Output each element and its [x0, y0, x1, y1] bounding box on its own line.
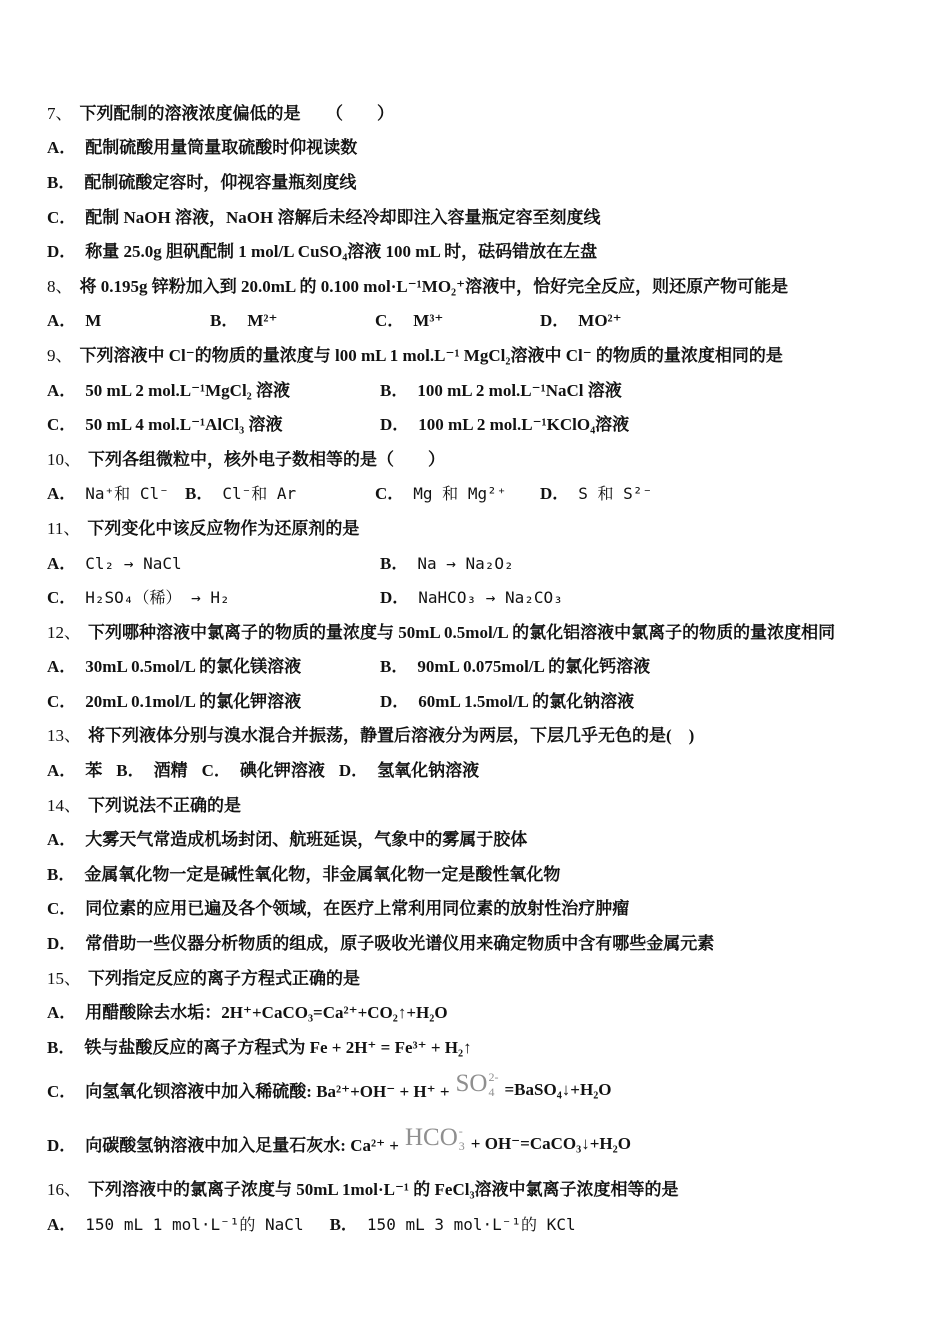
q7-option-b [47, 163, 920, 198]
q15-option-b-text: 铁与盐酸反应的离子方程式为 Fe + 2H⁺ = Fe³⁺ + H₂↑ [84, 1037, 472, 1057]
q13-number: 13、 [47, 726, 81, 746]
q9-option-d-text: 100 mL 2 mol.L⁻¹KClO₄溶液 [418, 415, 630, 435]
q11-options-row-1 [47, 544, 920, 579]
q9-option-c-text: 50 mL 4 mol.L⁻¹AlCl₃ 溶液 [85, 415, 283, 435]
q11-options-row-2 [47, 578, 920, 613]
q8-option-d-label: D． [540, 311, 570, 331]
q7-option-d [47, 232, 920, 267]
q16-option-b-label: B． [329, 1215, 358, 1235]
q11-option-a-label: A． [47, 553, 77, 573]
q10-option-c [375, 479, 540, 504]
q10-option-c-text: Mg 和 Mg²⁺ [413, 484, 507, 504]
q11-option-b [380, 549, 920, 574]
q15-option-d-label: D． [47, 1136, 77, 1156]
q8-option-c [375, 306, 540, 331]
q10-option-d-text: S 和 S²⁻ [578, 484, 653, 504]
q9-option-b-text: 100 mL 2 mol.L⁻¹NaCl 溶液 [417, 380, 622, 400]
q15-option-a-label: A． [47, 1003, 77, 1023]
q12-option-b [380, 652, 920, 677]
q11-option-d [380, 583, 920, 608]
q7-option-b-label: B． [47, 172, 76, 192]
q15-option-b [47, 1028, 920, 1063]
q10-option-b-label: B． [185, 484, 214, 504]
q10-option-d-label: D． [540, 484, 570, 504]
q9-stem-line [47, 336, 920, 371]
q13-option-d [339, 756, 479, 781]
q10-option-d [540, 479, 920, 504]
q11-option-c-label: C． [47, 588, 77, 608]
sulfate-base: SO [455, 1070, 488, 1098]
q10-option-a [47, 479, 185, 504]
q10-number: 10、 [47, 449, 81, 469]
q7-option-a-text: 配制硫酸用量筒量取硫酸时仰视读数 [85, 138, 358, 158]
q16-option-a-label: A． [47, 1215, 77, 1235]
q15-option-b-label: B． [47, 1037, 76, 1057]
q11-number: 11、 [47, 518, 81, 538]
q8-options-row [47, 302, 920, 337]
q14-option-b-label: B． [47, 864, 76, 884]
q11-option-d-text: NaHCO₃ → Na₂CO₃ [418, 588, 563, 608]
q12-option-b-label: B． [380, 657, 409, 677]
q7-option-c-text: 配制 NaOH 溶液，NaOH 溶解后未经冷却即注入容量瓶定容至刻度线 [85, 207, 601, 227]
bicarbonate-base: HCO [404, 1124, 458, 1152]
q12-option-c-text: 20mL 0.1mol/L 的氯化钾溶液 [85, 691, 302, 711]
q15-option-c [47, 1063, 920, 1117]
q15-stem-line [47, 959, 920, 994]
q9-option-c [47, 410, 380, 435]
q14-option-b-text: 金属氧化物一定是碱性氧化物，非金属氧化物一定是酸性氧化物 [84, 864, 561, 884]
q7-option-b-text: 配制硫酸定容时，仰视容量瓶刻度线 [84, 172, 357, 192]
q12-option-b-text: 90mL 0.075mol/L 的氯化钙溶液 [417, 657, 651, 677]
q14-option-c-label: C． [47, 899, 77, 919]
q11-option-a [47, 549, 380, 574]
q8-number: 8、 [47, 276, 73, 296]
q14-option-a [47, 820, 920, 855]
q11-option-c [47, 583, 380, 608]
q11-option-b-label: B． [380, 553, 409, 573]
q10-stem-line [47, 440, 920, 475]
q13-option-a-text: 苯 [85, 761, 103, 781]
q10-option-c-label: C． [375, 484, 405, 504]
q7-option-a [47, 129, 920, 164]
q15-option-d-pre: 向碳酸氢钠溶液中加入足量石灰水: Ca²⁺ + [85, 1136, 399, 1156]
q8-option-a-text: M [85, 311, 102, 331]
q8-option-d [540, 306, 920, 331]
q9-stem: 下列溶液中 Cl⁻的物质的量浓度与 l00 mL 1 mol.L⁻¹ MgCl₂溶液中 Cl⁻ 的物质的量浓度相同的是 [79, 345, 783, 365]
q16-stem: 下列溶液中的氯离子浓度与 50mL 1mol·L⁻¹ 的 FeCl₃溶液中氯离子浓度相等的是 [88, 1180, 679, 1200]
q11-stem: 下列变化中该反应物作为还原剂的是 [87, 518, 360, 538]
bicarbonate-charge: - [458, 1124, 463, 1139]
q8-option-a [47, 306, 210, 331]
q12-number: 12、 [47, 622, 81, 642]
q15-option-d-post: + OH⁻=CaCO₃↓+H₂O [470, 1133, 631, 1153]
q15-option-c-post: =BaSO₄↓+H₂O [504, 1079, 612, 1099]
q12-stem: 下列哪种溶液中氯离子的物质的量浓度与 50mL 0.5mol/L 的氯化铝溶液中氯离子的物质的量浓度相同 [88, 622, 836, 642]
q13-option-c-text: 碘化钾溶液 [239, 761, 325, 781]
q13-option-c-label: C． [201, 761, 231, 781]
q9-options-row-2 [47, 405, 920, 440]
q7-stem: 下列配制的溶液浓度偏低的是 （ ） [79, 103, 394, 123]
q15-stem: 下列指定反应的离子方程式正确的是 [88, 968, 360, 988]
q14-option-d-text: 常借助一些仪器分析物质的组成，原子吸收光谱仪用来确定物质中含有哪些金属元素 [85, 934, 715, 954]
q13-option-d-label: D． [338, 761, 369, 781]
q13-option-d-text: 氢氧化钠溶液 [377, 761, 480, 781]
q12-option-d-label: D． [380, 691, 410, 711]
q8-option-b [210, 306, 375, 331]
q10-option-a-text: Na⁺和 Cl⁻ [85, 484, 169, 504]
q11-option-b-text: Na → Na₂O₂ [417, 553, 514, 573]
q15-option-d [47, 1117, 920, 1171]
q12-option-d [380, 687, 920, 712]
q12-option-a-text: 30mL 0.5mol/L 的氯化镁溶液 [85, 657, 302, 677]
q13-stem-line [47, 717, 920, 752]
q7-number: 7、 [47, 103, 73, 123]
q8-option-c-text: M³⁺ [413, 311, 444, 331]
q11-option-d-label: D． [380, 588, 410, 608]
q16-option-a [47, 1210, 304, 1235]
q10-options-row [47, 475, 920, 510]
q8-option-a-label: A． [47, 311, 77, 331]
q10-option-b-text: Cl⁻和 Ar [222, 484, 297, 504]
q15-option-a-text: 用醋酸除去水垢：2H⁺+CaCO₃=Ca²⁺+CO₂↑+H₂O [85, 1003, 448, 1023]
q7-option-d-label: D． [47, 242, 77, 262]
q8-option-c-label: C． [375, 311, 405, 331]
q12-option-a [47, 652, 380, 677]
q14-stem: 下列说法不正确的是 [88, 795, 241, 815]
q7-option-a-label: A． [47, 138, 77, 158]
q12-option-a-label: A． [47, 657, 77, 677]
q15-option-a [47, 993, 920, 1028]
q16-options-row [47, 1205, 920, 1240]
q14-option-b [47, 855, 920, 890]
q13-options-row [47, 751, 920, 786]
q9-option-a-label: A． [47, 380, 77, 400]
q12-options-row-1 [47, 648, 920, 683]
sulfate-charge: 2- [488, 1070, 499, 1085]
bicarbonate-ion-formula [405, 1125, 465, 1152]
q7-option-c-label: C． [47, 207, 77, 227]
sulfate-ion-formula [456, 1071, 499, 1098]
q13-option-b-label: B． [116, 761, 145, 781]
q16-option-b [330, 1210, 576, 1235]
q13-option-c [202, 756, 325, 781]
q8-stem: 将 0.195g 锌粉加入到 20.0mL 的 0.100 mol·L⁻¹MO₂⁺溶液中，恰好完全反应，则还原产物可能是 [79, 276, 789, 296]
q13-stem: 将下列液体分别与溴水混合并振荡，静置后溶液分为两层，下层几乎无色的是( ) [88, 726, 695, 746]
q14-option-c-text: 同位素的应用已遍及各个领域，在医疗上常利用同位素的放射性治疗肿瘤 [85, 899, 630, 919]
q16-stem-line [47, 1171, 920, 1206]
q14-number: 14、 [47, 795, 81, 815]
q9-options-row-1 [47, 371, 920, 406]
q16-option-b-text: 150 mL 3 mol·L⁻¹的 KCl [366, 1215, 576, 1235]
q15-option-c-label: C． [47, 1082, 77, 1102]
q9-option-c-label: C． [47, 415, 77, 435]
q13-option-a [47, 756, 102, 781]
q9-option-b [380, 376, 920, 401]
q15-number: 15、 [47, 968, 81, 988]
q7-option-d-text: 称量 25.0g 胆矾配制 1 mol/L CuSO₄溶液 100 mL 时，砝码错放在左盘 [85, 242, 598, 262]
q14-stem-line [47, 786, 920, 821]
q9-option-d-label: D． [380, 415, 410, 435]
q11-option-c-text: H₂SO₄（稀） → H₂ [85, 588, 230, 608]
q12-option-d-text: 60mL 1.5mol/L 的氯化钠溶液 [418, 691, 635, 711]
q8-stem-line [47, 267, 920, 302]
q8-option-b-text: M²⁺ [247, 311, 278, 331]
q14-option-d [47, 924, 920, 959]
q13-option-a-label: A． [47, 761, 77, 781]
sulfate-subscript: 4 [488, 1085, 495, 1100]
q16-option-a-text: 150 mL 1 mol·L⁻¹的 NaCl [85, 1215, 304, 1235]
q12-stem-line [47, 613, 920, 648]
q14-option-a-label: A． [47, 830, 77, 850]
q9-option-a [47, 376, 380, 401]
q11-option-a-text: Cl₂ → NaCl [85, 553, 182, 573]
q12-options-row-2 [47, 682, 920, 717]
q9-option-a-text: 50 mL 2 mol.L⁻¹MgCl₂ 溶液 [85, 380, 291, 400]
q9-option-b-label: B． [380, 380, 409, 400]
q10-option-a-label: A． [47, 484, 77, 504]
q14-option-a-text: 大雾天气常造成机场封闭、航班延误，气象中的雾属于胶体 [85, 830, 528, 850]
q14-option-d-label: D． [47, 934, 77, 954]
q12-option-c [47, 687, 380, 712]
q7-option-c [47, 198, 920, 233]
q9-option-d [380, 410, 920, 435]
q8-option-b-label: B． [210, 311, 239, 331]
q10-option-b [185, 479, 375, 504]
q11-stem-line [47, 509, 920, 544]
q15-option-c-pre: 向氢氧化钡溶液中加入稀硫酸: Ba²⁺+OH⁻ + H⁺ + [85, 1082, 450, 1102]
q13-option-b-text: 酒精 [153, 761, 188, 781]
q14-option-c [47, 890, 920, 925]
q12-option-c-label: C． [47, 691, 77, 711]
q8-option-d-text: MO²⁺ [578, 311, 622, 331]
q13-option-b [116, 756, 187, 781]
q16-number: 16、 [47, 1180, 81, 1200]
q9-number: 9、 [47, 345, 73, 365]
q7-stem-line [47, 94, 920, 129]
q10-stem: 下列各组微粒中，核外电子数相等的是（ ） [88, 449, 445, 469]
bicarbonate-subscript: 3 [458, 1139, 465, 1154]
